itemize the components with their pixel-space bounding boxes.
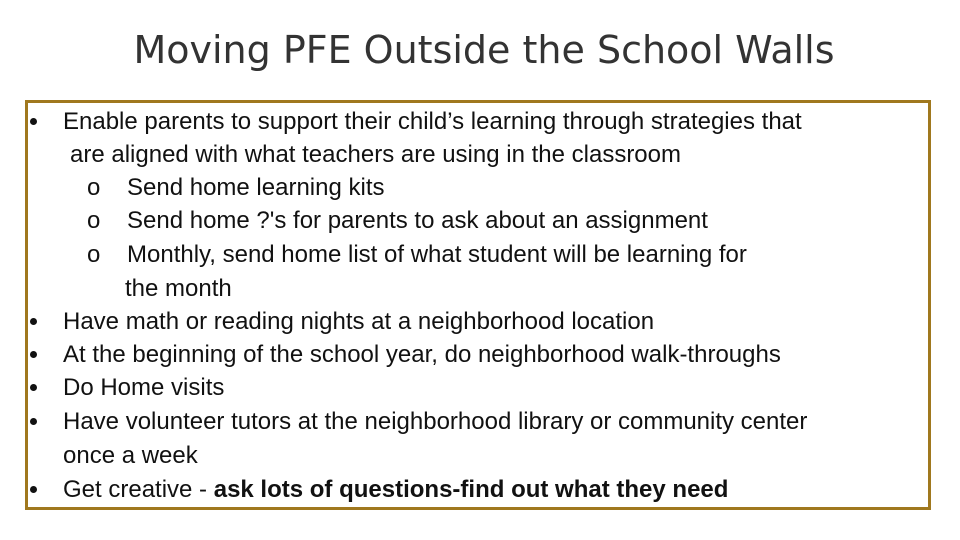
slide-title: Moving PFE Outside the School Walls [133, 28, 835, 72]
bullet-icon [30, 118, 37, 125]
sub-list-item-3-line-1: Monthly, send home list of what student will be learning for [127, 241, 747, 268]
list-item-1-line-2: are aligned with what teachers are using in the classroom [70, 141, 681, 168]
bullet-icon [30, 486, 37, 493]
sub-bullet-icon: o [87, 174, 101, 201]
bullet-icon [30, 351, 37, 358]
sub-list-item-3-line-2: the month [125, 275, 232, 302]
list-item-5-line-2: once a week [63, 442, 198, 469]
list-item-6-normal: Get creative - [63, 476, 214, 503]
list-item-3: At the beginning of the school year, do neighborhood walk-throughs [63, 341, 781, 368]
list-item-6-bold: ask lots of questions-find out what they need [213, 476, 729, 503]
list-item-6 [63, 473, 728, 506]
sub-list-item-2: Send home ?'s for parents to ask about an assignment [127, 207, 708, 234]
sub-bullet-icon: o [87, 207, 101, 234]
list-item-5-line-1: Have volunteer tutors at the neighborhood library or community center [63, 408, 808, 435]
list-item-2: Have math or reading nights at a neighborhood location [63, 308, 655, 335]
list-item-1-line-1: Enable parents to support their child’s learning through strategies that [63, 108, 802, 135]
list-item-4: Do Home visits [63, 374, 225, 401]
bullet-icon [30, 384, 37, 391]
sub-bullet-icon: o [87, 241, 101, 268]
sub-list-item-1: Send home learning kits [127, 174, 385, 201]
bullet-icon [30, 318, 37, 325]
bullet-icon [30, 418, 37, 425]
